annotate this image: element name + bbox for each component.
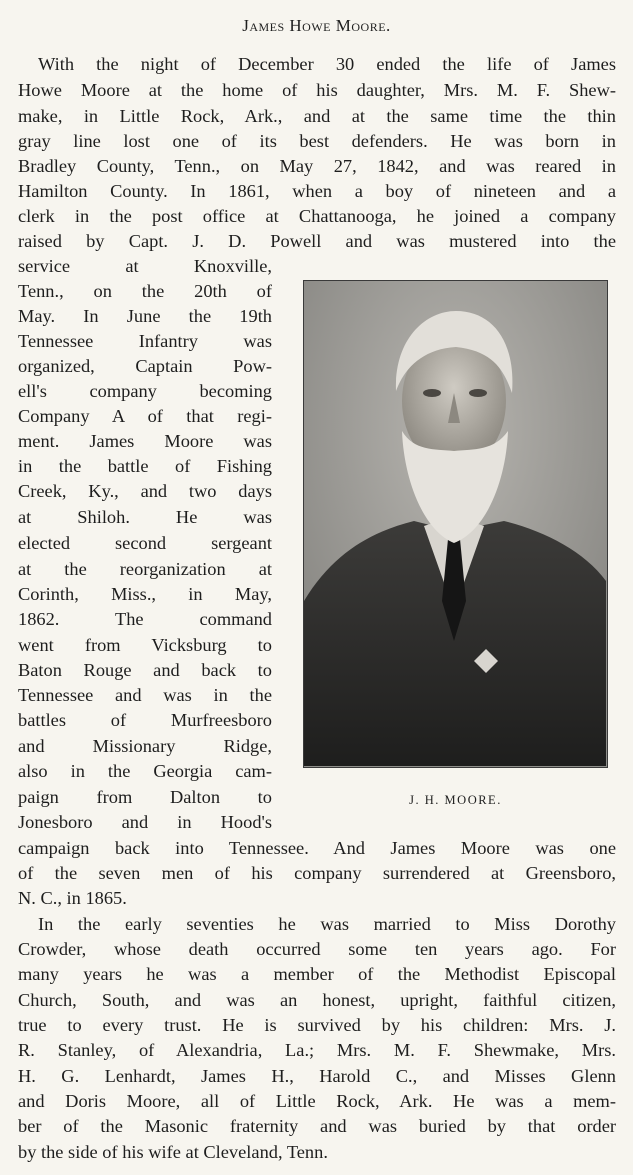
portrait-photo: [303, 280, 608, 768]
text-line: Tennessee and was in the: [18, 685, 272, 705]
text-line: 1862. The command: [18, 609, 272, 629]
text-line: also in the Georgia cam-: [18, 761, 272, 781]
text-line: Creek, Ky., and two days: [18, 481, 272, 501]
text-line: make, in Little Rock, Ark., and at the same time the thin: [18, 106, 616, 126]
text-line: ber of the Masonic fraternity and was buried by that order: [18, 1116, 616, 1136]
text-line: organized, Captain Pow-: [18, 356, 272, 376]
text-line: Howe Moore at the home of his daughter, Mrs. M. F. Shew-: [18, 80, 616, 100]
text-line: Corinth, Miss., in May,: [18, 584, 272, 604]
text-line: With the night of December 30 ended the life of James: [38, 54, 616, 74]
photo-caption: J. H. MOORE.: [409, 793, 502, 807]
text-line: In the early seventies he was married to Miss Dorothy: [38, 914, 616, 934]
text-line: Jonesboro and in Hood's: [18, 812, 272, 832]
text-line: elected second sergeant: [18, 533, 272, 553]
text-line: went from Vicksburg to: [18, 635, 272, 655]
text-line: R. Stanley, of Alexandria, La.; Mrs. M. F. Shewmake, Mrs.: [18, 1040, 616, 1060]
text-line: Church, South, and was an honest, upright, faithful citizen,: [18, 990, 616, 1010]
article-title: James Howe Moore.: [242, 16, 391, 35]
text-line: H. G. Lenhardt, James H., Harold C., and Misses Glenn: [18, 1066, 616, 1086]
text-line: battles of Murfreesboro: [18, 710, 272, 730]
text-line: N. C., in 1865.: [18, 888, 127, 908]
text-line: May. In June the 19th: [18, 306, 272, 326]
text-line: Bradley County, Tenn., on May 27, 1842, and was reared in: [18, 156, 616, 176]
text-line: gray line lost one of its best defenders. He was born in: [18, 131, 616, 151]
text-line: paign from Dalton to: [18, 787, 272, 807]
text-line: Hamilton County. In 1861, when a boy of nineteen and a: [18, 181, 616, 201]
text-line: Company A of that regi-: [18, 406, 272, 426]
text-line: raised by Capt. J. D. Powell and was mustered into the: [18, 231, 616, 251]
text-line: clerk in the post office at Chattanooga, he joined a company: [18, 206, 616, 226]
text-line: of the seven men of his company surrendered at Greensboro,: [18, 863, 616, 883]
text-line: and Missionary Ridge,: [18, 736, 272, 756]
text-line: many years he was a member of the Methodist Episcopal: [18, 964, 616, 984]
text-line: in the battle of Fishing: [18, 456, 272, 476]
text-line: Baton Rouge and back to: [18, 660, 272, 680]
text-line: ell's company becoming: [18, 381, 272, 401]
portrait-figure: [304, 281, 606, 766]
text-line: by the side of his wife at Cleveland, Tenn.: [18, 1142, 328, 1162]
text-line: true to every trust. He is survived by his children: Mrs. J.: [18, 1015, 616, 1035]
text-line: Tennessee Infantry was: [18, 331, 272, 351]
text-line: ment. James Moore was: [18, 431, 272, 451]
text-line: campaign back into Tennessee. And James Moore was one: [18, 838, 616, 858]
text-line: service at Knoxville,: [18, 256, 272, 276]
text-line: Tenn., on the 20th of: [18, 281, 272, 301]
text-line: Crowder, whose death occurred some ten years ago. For: [18, 939, 616, 959]
text-line: at Shiloh. He was: [18, 507, 272, 527]
text-line: at the reorganization at: [18, 559, 272, 579]
text-line: and Doris Moore, all of Little Rock, Ark. He was a mem-: [18, 1091, 616, 1111]
